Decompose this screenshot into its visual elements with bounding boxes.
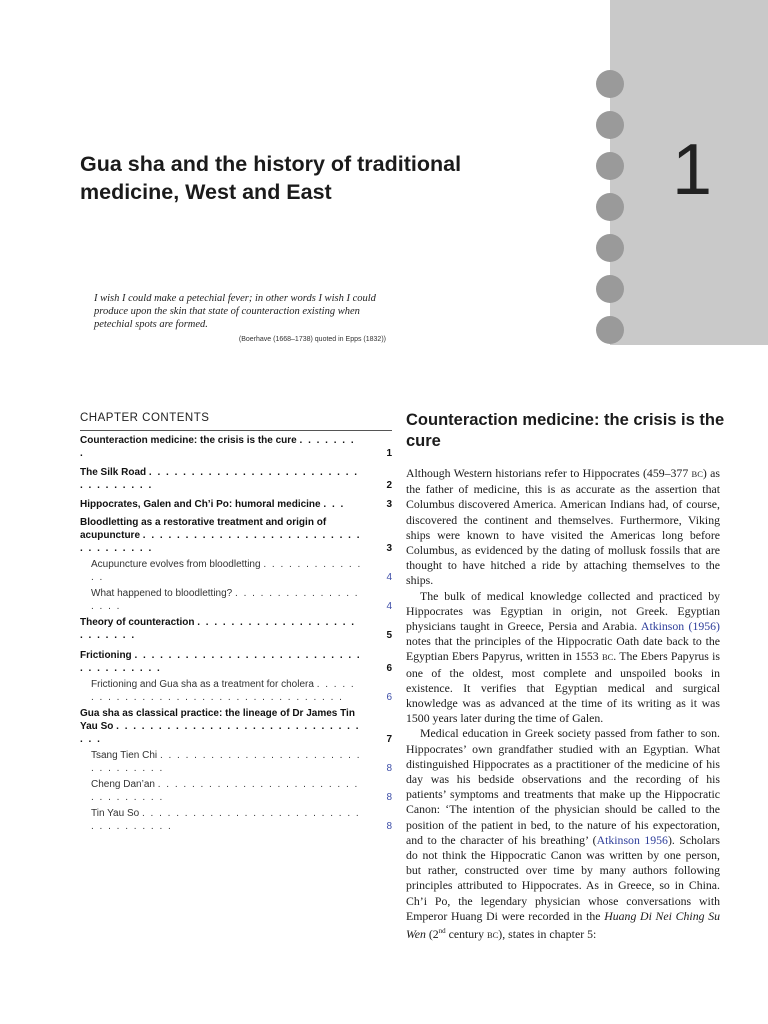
chapter-number: 1	[672, 130, 713, 210]
toc-leader-dots: . . . . . . . . . . . . . . . . . . . . . . . . . . . . . . . . . . . .	[91, 808, 361, 832]
chapter-dot	[596, 316, 624, 344]
toc-page-number: 8	[386, 763, 392, 774]
toc-leader-dots: . . . . . . . . . . . . . . . . . . . . . . . . . . . . . . . . .	[91, 750, 362, 774]
toc-entry-label: Frictioning	[80, 650, 132, 661]
toc-entry[interactable]	[80, 434, 392, 460]
toc-leader-dots: . . . . . . . . . . . . . . . . . . .	[91, 588, 360, 612]
toc-page-number: 3	[386, 543, 392, 554]
toc-leader-dots: . . . . . . . . . . . . . . . . . . . . . . . . . . . . . . . .	[80, 721, 361, 745]
toc-entry-label: Tsang Tien Chi	[91, 750, 158, 761]
paragraph: Although Western historians refer to Hippocrates (459–377 BC) as the father of medicine, this is as accurate as the assertion that Columbus discovered America. American Indians had, of course, discovered the continent and themselves. Furthermore, Viking ships were known to have visited the Americas long before Columbus, as evidenced by the dating of mollusk fossils that are thought to have hitched a ride by attaching themselves to the ships.	[406, 466, 720, 588]
toc-entry-label: What happened to bloodletting?	[91, 588, 233, 599]
toc-entry[interactable]	[80, 707, 392, 746]
toc-page-number: 8	[386, 821, 392, 832]
chapter-dot	[596, 152, 624, 180]
toc-page-number: 4	[386, 572, 392, 583]
paragraph: Medical education in Greek society passed from father to son. Hippocrates’ own grandfather studied with an Egyptian. What distinguished Hippocrates as a practitioner of the medicine of his day was his bedside observations and the recording of his patients’ symptoms and treatments that make up the Hippocratic Canon: ‘The intention of the physician should be called to the position of the patient in bed, to the nature of his expectoration, and to the character of his breathing’ (Atkinson 1956). Scholars do not think the Hippocratic Canon was written by one person, but rather, constructed over time by many authors following principles attributed to Hippocrates. As in Greece, so in China. Ch’i Po, the legendary physician whose conversations with Emperor Huang Di were recorded in the Huang Di Nei Ching Su Wen (2nd century BC), states in chapter 5:	[406, 726, 720, 942]
toc-page-number: 2	[386, 480, 392, 491]
section-heading: Counteraction medicine: the crisis is the cure	[406, 411, 725, 450]
table-of-contents	[80, 432, 392, 833]
toc-entry[interactable]	[80, 749, 392, 775]
epigraph-source: (Boerhave (1668–1738) quoted in Epps (1832))	[238, 336, 386, 343]
toc-entry[interactable]	[80, 466, 392, 492]
toc-entry-label: The Silk Road	[80, 467, 147, 478]
toc-page-number: 4	[386, 601, 392, 612]
toc-entry-label: Hippocrates, Galen and Ch’i Po: humoral medicine	[80, 499, 321, 510]
citation-link[interactable]: Atkinson 1956	[596, 832, 668, 847]
toc-entry-label: Frictioning and Gua sha as a treatment for cholera	[91, 679, 314, 690]
chapter-dot	[596, 275, 624, 303]
toc-entry-label: Acupuncture evolves from bloodletting	[91, 559, 261, 570]
toc-leader-dots: . . . . . . . . . . . . . . . . . . . . . . . . . . . . . . . . . . . . .	[80, 650, 362, 674]
toc-leader-dots: . . . . . . . .	[80, 435, 356, 459]
toc-entry[interactable]	[80, 678, 392, 704]
chapter-dot	[596, 70, 624, 98]
toc-page-number: 5	[386, 630, 392, 641]
toc-page-number: 1	[386, 448, 392, 459]
toc-entry[interactable]	[80, 649, 392, 675]
toc-entry-label: Theory of counteraction	[80, 617, 195, 628]
toc-entry[interactable]	[80, 558, 392, 584]
toc-entry[interactable]	[80, 616, 392, 642]
toc-leader-dots: . . . . . . . . . . . . . . . . . . . . . . . . . . . . . . . . . . .	[91, 679, 356, 703]
toc-entry-label: Bloodletting as a restorative treatment and origin of acupuncture	[80, 517, 327, 541]
chapter-title: Gua sha and the history of traditional medicine, West and East	[80, 152, 462, 204]
toc-leader-dots: . . . . . . . . . . . . . . . . . . . . . . . . . . . . . . . . . . .	[80, 530, 361, 554]
toc-leader-dots: . . .	[323, 499, 345, 510]
toc-leader-dots: . . . . . . . . . . . . . .	[91, 559, 362, 583]
toc-page-number: 7	[386, 734, 392, 745]
toc-entry-label: Cheng Dan’an	[91, 779, 155, 790]
chapter-dot	[596, 193, 624, 221]
toc-heading: CHAPTER CONTENTS	[80, 412, 210, 424]
chapter-dot	[596, 234, 624, 262]
toc-entry-label: Counteraction medicine: the crisis is the cure	[80, 435, 297, 446]
toc-page-number: 6	[386, 692, 392, 703]
toc-page-number: 6	[386, 663, 392, 674]
epigraph-quote: I wish I could make a petechial fever; in other words I wish I could produce upon the skin that state of counteraction existing when petechial spots are formed.	[94, 293, 376, 330]
toc-entry[interactable]	[80, 498, 392, 511]
toc-leader-dots: . . . . . . . . . . . . . . . . . . . . . . . . . . . . . . . . .	[91, 779, 359, 803]
toc-divider	[80, 430, 392, 431]
body-text	[406, 466, 720, 943]
toc-entry-label: Gua sha as classical practice: the lineage of Dr James Tin Yau So	[80, 708, 355, 732]
chapter-dot	[596, 111, 624, 139]
toc-leader-dots: . . . . . . . . . . . . . . . . . . . . . . . . . . . . . . . . . .	[80, 467, 359, 491]
paragraph: The bulk of medical knowledge collected and practiced by Hippocrates was Egyptian in origin, not Greek. Egyptian physicians taught in Greece, Persia and Arabia. Atkinson (1956) notes that the principles of the Hippocratic Oath date back to the Egyptian Ebers Papyrus, written in 1553 BC. The Ebers Papyrus is one of the oldest, most complete and unspoiled books in existence. It verifies that Egyptian medical and surgical knowledge was as advanced at the time of its writing as it was 1500 years later during the time of Galen.	[406, 588, 720, 726]
toc-entry-label: Tin Yau So	[91, 808, 140, 819]
toc-entry[interactable]	[80, 807, 392, 833]
toc-page-number: 3	[386, 499, 392, 510]
citation-link[interactable]: Atkinson (1956)	[640, 619, 720, 634]
toc-leader-dots: . . . . . . . . . . . . . . . . . . . . . . . . . .	[80, 617, 356, 641]
toc-entry[interactable]	[80, 516, 392, 555]
toc-page-number: 8	[386, 792, 392, 803]
toc-entry[interactable]	[80, 778, 392, 804]
toc-entry[interactable]	[80, 587, 392, 613]
